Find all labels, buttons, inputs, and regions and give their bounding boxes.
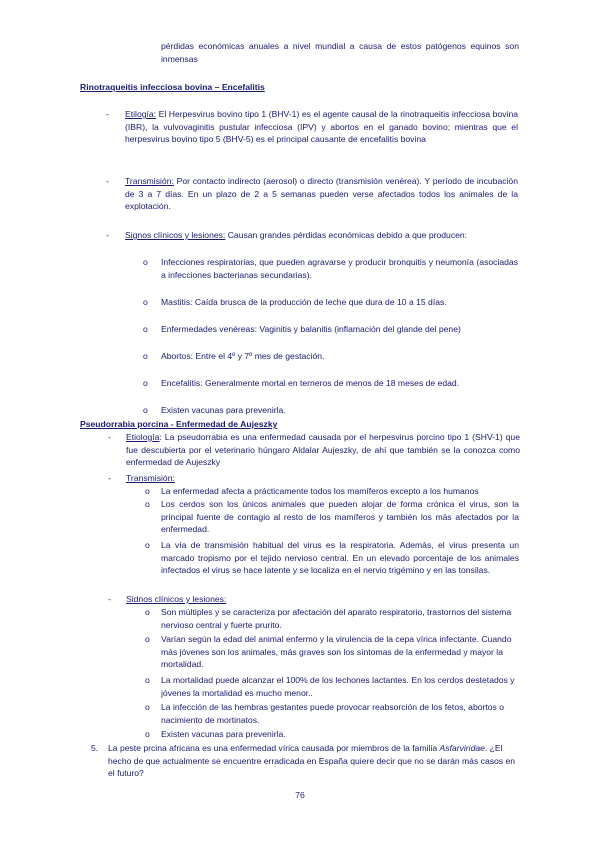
aujeszky-transmision-label: Transmisión: [126,473,175,483]
dash-bullet-icon: - [106,109,109,119]
question-text [108,742,522,780]
aujeszky-etiologia [126,431,520,469]
circle-bullet-icon: o [143,257,148,267]
aujeszky-signos-item-2: Varían según la edad del animal enfermo y la virulencia de la cepa vírica infectante. Cuando más jóvenes son los animales, más graves son los síntomas de la enfermedad y mayor la mortalidad. [161,634,512,670]
ibr-etiologia-label: Etilogía: [125,109,157,119]
question-italic-family: Asfarviridae [439,743,485,753]
circle-bullet-icon: o [145,607,150,617]
ibr-item-3: Enfermedades venéreas: Vaginitis y balanitis (inflamación del glande del pene) [161,324,461,334]
aujeszky-heading: Pseudorrabia porcina - Enfermedad de Aujeszky [80,419,278,429]
aujeszky-transmision-item-1: La enfermedad afecta a prácticamente todos los mamíferos excepto a los humanos [161,486,479,496]
ibr-signos-label: Signos clínicos y lesiones: [125,230,226,240]
ibr-item-1: Infecciones respiratorias, que pueden agravarse y producir bronquitis y neumonía (asociadas a infecciones bacterianas secundarias). [161,257,518,280]
ibr-transmision-label: Transmisión: [125,176,174,186]
question-number: 5. [91,743,99,753]
ibr-item-2: Mastitis: Caída brusca de la producción de leche que dura de 10 a 15 días. [161,297,447,307]
circle-bullet-icon: o [143,351,148,361]
ibr-signos-text: Causan grandes pérdidas económicas debido a que producen: [227,230,468,240]
aujeszky-signos-label: Sidnos clínicos y lesiones: [126,594,227,604]
aujeszky-signos-item-1: Son múltiples y se caracteriza por afectación del aparato respiratorio, trastornos del sistema nervioso central y fuerte prurito. [161,607,512,630]
page-number: 76 [295,790,305,800]
circle-bullet-icon: o [143,297,148,307]
ibr-etiologia-text: El Herpesvirus bovino tipo 1 (BHV-1) es el agente causal de la rinotraqueitis infecciosa bovina (IBR), la vulvovaginitis pustular infecciosa (IPV) y abortos en el ganado bovino; mientras que el herpesvirus bovino tipo 5 (BHV-5) es el principal causante de encefalitis bovina [125,109,519,145]
question-text-a: La peste prcina africana es una enfermedad vírica causada por miembros de la familia [108,743,438,753]
intro-continuation: pérdidas económicas anuales a nivel mundial a causa de estos patógenos equinos son inmensas [161,41,519,64]
dash-bullet-icon: - [108,432,111,442]
aujeszky-signos-item-5: Existen vacunas para prevenirla. [161,729,286,739]
ibr-item-5: Encefalitis: Generalmente mortal en terneros de menos de 18 meses de edad. [161,378,460,388]
circle-bullet-icon: o [145,729,150,739]
ibr-heading: Rinotraqueitis infecciosa bovina – Encefalitis [80,82,265,92]
circle-bullet-icon: o [145,634,150,644]
aujeszky-transmision-item-2: Los cerdos son los únicos animales que pueden alojar de forma crónica el virus, son la principal fuente de contagio al resto de los mamíferos y también los más afectados por la enfermedad. [161,499,519,535]
circle-bullet-icon: o [143,324,148,334]
aujeszky-etiologia-label: Etiología [126,432,160,442]
question-text-b: . ¿El hecho de que actualmente se encuentre erradicada en España quiere decir que no se darán más casos en el futuro? [108,743,516,779]
ibr-signos [125,229,520,242]
aujeszky-signos-item-3: La mortalidad puede alcanzar el 100% de los lechones lactantes. En los cerdos destetados y jóvenes la mortalidad es mucho menor.. [161,675,515,698]
aujeszky-transmision-item-3: La vía de transmisión habitual del virus es la respiratoria. Además, el virus presenta un marcado tropismo por el tejido nervioso central. En un elevado porcentaje de los animales infectados el virus se hace latente y se localiza en el nervio trigémino y en las tonsilas. [161,540,519,576]
dash-bullet-icon: - [106,230,109,240]
circle-bullet-icon: o [145,486,150,496]
ibr-item-6: Existen vacunas para prevenirla. [161,405,286,415]
circle-bullet-icon: o [143,405,148,415]
aujeszky-signos-item-4: La infección de las hembras gestantes puede provocar reabsorción de los fetos, abortos o nacimiento de mortinatos. [161,702,505,725]
circle-bullet-icon: o [145,702,150,712]
circle-bullet-icon: o [145,499,150,509]
circle-bullet-icon: o [145,675,150,685]
ibr-transmision-text: Por contacto indirecto (aerosol) o directo (transmisión venérea). Y período de incubación de 3 a 7 días. En un plazo de 2 a 5 semanas pueden verse afectados todos los animales de la explotación. [125,176,518,212]
ibr-transmision [125,175,518,213]
ibr-etiologia [125,108,518,146]
circle-bullet-icon: o [143,378,148,388]
circle-bullet-icon: o [145,540,150,550]
dash-bullet-icon: - [108,594,111,604]
dash-bullet-icon: - [106,176,109,186]
aujeszky-etiologia-text: : La pseudorrabia es una enfermedad causada por el herpesvirus porcino tipo 1 (SHV-1) que fue descubierta por el veterinario húngaro Aldalar Aujeszky, de ahí que también se la conozca como enfermedad de Aujeszky [126,432,520,468]
dash-bullet-icon: - [108,473,111,483]
ibr-item-4: Abortos: Entre el 4º y 7º mes de gestación. [161,351,325,361]
